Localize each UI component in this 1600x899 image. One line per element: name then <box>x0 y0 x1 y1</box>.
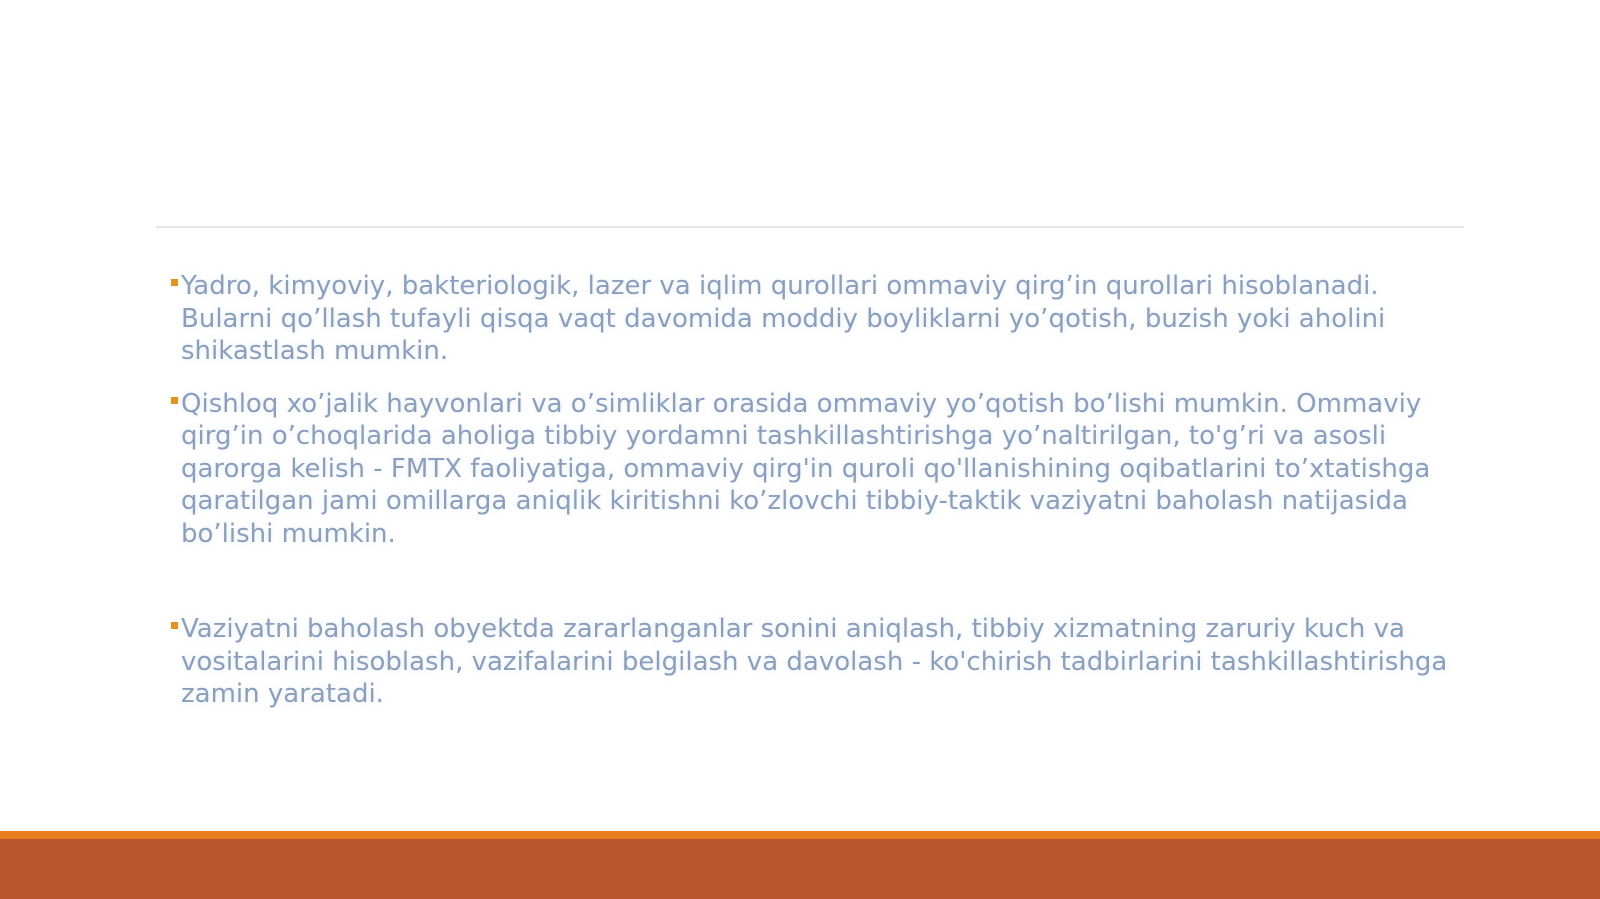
title-divider <box>156 226 1464 228</box>
bullet-text: Qishloq xo’jalik hayvonlari va o’simliklar orasida ommaviy yo’qotish bo’lishi mumkin. Ommaviy qirg’in o’choqlarida aholiga tibbiy yordamni tashkillashtirishga yo’naltirilgan, to'g’ri va asosli qarorga kelish - FMTX faoliyatiga, ommaviy qirg'in quroli qo'llanishining oqibatlarini to’xtatishga qaratilgan jami omillarga aniqlik kiritishni ko’zlovchi tibbiy-taktik vaziyatni baholash natijasida bo’lishi mumkin. <box>181 388 1431 549</box>
bullet-item <box>168 613 1448 711</box>
bullet-item <box>168 388 1448 551</box>
footer-accent-stripe <box>0 831 1600 839</box>
slide-body <box>168 270 1448 711</box>
square-bullet-icon <box>171 279 178 286</box>
square-bullet-icon <box>171 397 178 404</box>
bullet-text: Vaziyatni baholash obyektda zararlanganlar sonini aniqlash, tibbiy xizmatning zaruriy kuch va vositalarini hisoblash, vazifalarini belgilash va davolash - ko'chirish tadbirlarini tashkillashtirishga zamin yaratadi. <box>181 614 1448 709</box>
footer-bar <box>0 839 1600 899</box>
bullet-item <box>168 270 1448 368</box>
square-bullet-icon <box>171 622 178 629</box>
bullet-text: Yadro, kimyoviy, bakteriologik, lazer va iqlim qurollari ommaviy qirg’in qurollari hisoblanadi. Bularni qo’llash tufayli qisqa vaqt davomida moddiy boyliklarni yo’qotish, buzish yoki aholini shikastlash mumkin. <box>181 271 1386 366</box>
